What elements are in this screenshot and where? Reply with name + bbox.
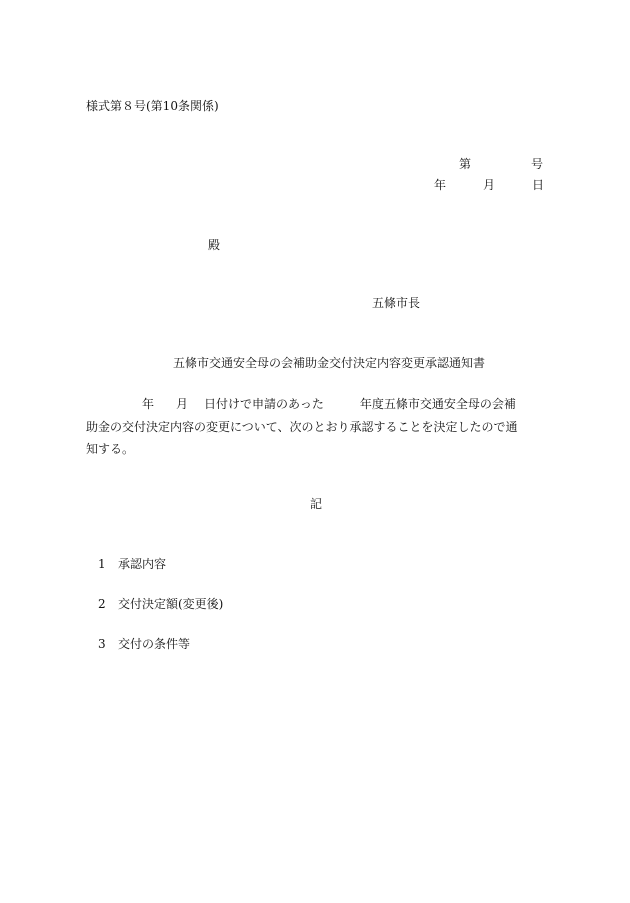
addressee-honorific: 殿	[208, 238, 221, 252]
body-month: 月	[176, 397, 189, 411]
item-number: 3	[98, 637, 106, 651]
sender-name: 五條市長	[372, 296, 421, 310]
body-date-text: 日付けで申請のあった	[204, 397, 324, 411]
document-number-prefix: 第	[459, 157, 472, 171]
ki-heading: 記	[310, 497, 323, 511]
document-title: 五條市交通安全母の会補助金交付決定内容変更承認通知書	[173, 356, 486, 370]
item-label: 交付決定額(変更後)	[118, 597, 224, 611]
item-label: 交付の条件等	[118, 637, 191, 651]
body-year: 年	[142, 397, 155, 411]
item-label: 承認内容	[118, 557, 167, 571]
body-line-2: 助金の交付決定内容の変更について、次のとおり承認することを決定したので通	[86, 420, 518, 434]
list-item	[98, 558, 166, 570]
body-line-3: 知する。	[86, 442, 135, 456]
list-item	[98, 638, 190, 650]
item-number: 1	[98, 557, 106, 571]
document-number-suffix: 号	[531, 157, 544, 171]
form-label: 様式第８号(第10条関係)	[86, 99, 219, 113]
date-day: 日	[532, 178, 545, 192]
body-line1-tail: 年度五條市交通安全母の会補	[359, 397, 516, 411]
item-number: 2	[98, 597, 106, 611]
date-year: 年	[434, 178, 447, 192]
date-month: 月	[483, 178, 496, 192]
list-item	[98, 598, 223, 610]
body-line-1	[86, 398, 516, 410]
